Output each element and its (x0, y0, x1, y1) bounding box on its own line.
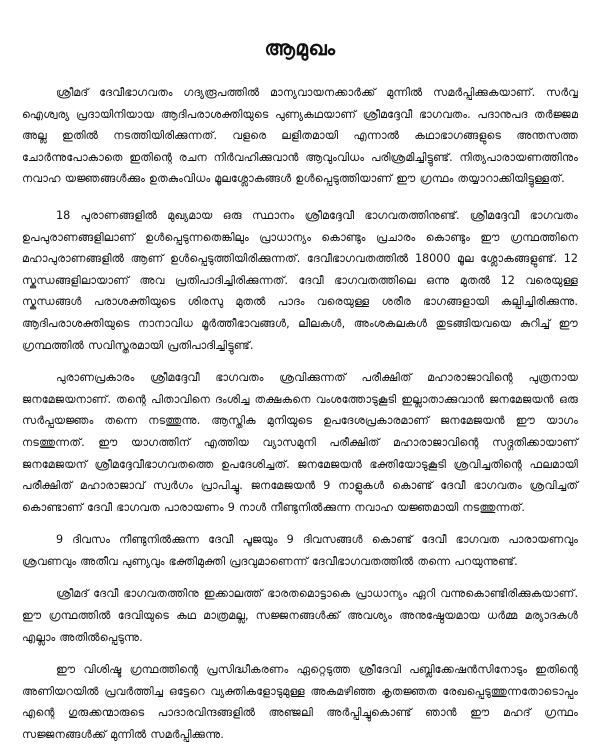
paragraph-acknowledgement: ഈ വിശിഷ്ട ഗ്രന്ഥത്തിന്റെ പ്രസിദ്ധീകരണം ഏറ്റെടുത്ത ശ്രീദേവി പബ്ലിക്കേഷൻസിനോടും ഇതിന്റെ അണിയറയിൽ പ്രവർത്തിച്ച ഒട്ടേറെ വ്യക്തികളോടുമുള്ള അകമഴിഞ്ഞ കൃതജ്ഞത രേഖപ്പെടുത്തുന്നതോടൊപ്പം എന്റെ ഗുരുക്കന്മാരുടെ പാദാരവിന്ദങ്ങളിൽ അഞ്ജലി അർപ്പിച്ചുകൊണ്ട് ഞാൻ ഈ മഹദ് ഗ്രന്ഥം സജ്ജനങ്ങൾക്ക് മുന്നിൽ സമർപ്പിക്കുന്നു. (22, 663, 578, 742)
paragraph-janamejaya: പുരാണപ്രകാരം ശ്രീമദ്ദേവീ ഭാഗവതം ശ്രവിക്കുന്നത് പരീക്ഷിത് മഹാരാജാവിന്റെ പുത്രനായ ജനമേജയനാണ്. തന്റെ പിതാവിനെ ദംശിച്ച തക്ഷകനെ വംശത്തോടുകൂടി ഇല്ലാതാക്കുവാൻ ജനമേജയൻ ഒരു സർപ്പയജ്ഞം തന്നെ നടത്തുന്നു. ആസ്തിക മുനിയുടെ ഉപദേശപ്രകാരമാണ് ജനമേജയൻ ഈ യാഗം നടത്തുന്നത്. ഈ യാഗത്തിന് എത്തിയ വ്യാസമുനി പരീക്ഷിത് മഹാരാജാവിന്റെ സദ്ഗതിക്കായാണ് ജനമേജയന് ശ്രീമദ്ദേവീഭാഗവതത്തെ ഉപദേശിച്ചത്. ജനമേജയൻ ഭക്തിയോടുകൂടി ശ്രവിച്ചതിന്റെ ഫലമായി പരീക്ഷിത് മഹാരാജാവ് സ്വർഗം പ്രാപിച്ചു. ജനമേജയൻ 9 നാളുകൾ കൊണ്ട് ദേവീ ഭാഗവതം ശ്രവിച്ചത് കൊണ്ടാണ് ദേവീ ഭാഗവത പാരായണം 9 നാൾ നീണ്ടുനിൽക്കുന്ന നവാഹ യജ്ഞമായി നടത്തുന്നത്. (22, 371, 578, 514)
page-title: ആമുഖം (264, 36, 336, 60)
paragraph-intro: ശ്രീമദ് ദേവീഭാഗവതം ഗദ്യരൂപത്തിൽ മാന്യവായനക്കാർക്ക് മുന്നിൽ സമർപ്പിക്കുകയാണ്. സർവ്വ ഐശ്വര്യ പ്രദായിനിയായ ആദിപരാശക്തിയുടെ പുണ്യകഥയാണ് ശ്രീമദ്ദേവീ ഭാഗവതം. പദാനുപദ തർജ്ജമ അല്ല ഇതിൽ നടത്തിയിരിക്കുന്നത്. വളരെ ലളിതമായി എന്നാൽ കഥാഭാഗങ്ങളുടെ അന്തസത്ത ചോർന്നുപോകാതെ ഇതിന്റെ രചന നിർവഹിക്കുവാൻ ആവുംവിധം പരിശ്രമിച്ചിട്ടുണ്ട്. നിത്യപാരായണത്തിനും നവാഹ യജ്ഞങ്ങൾക്കും ഉതകുംവിധം മൂലശ്ലോകങ്ങൾ ഉൾപ്പെടുത്തിയാണ് ഈ ഗ്രന്ഥം തയ്യാറാക്കിയിട്ടുള്ളത്. (22, 86, 578, 186)
paragraph-importance: ശ്രീമദ് ദേവീ ഭാഗവതത്തിനു ഇക്കാലത്ത് ഭാരതമൊട്ടാകെ പ്രാധാന്യം ഏറി വന്നുകൊണ്ടിരിക്കുകയാണ്. ഈ ഗ്രന്ഥത്തിൽ ദേവിയുടെ കഥ മാത്രമല്ല, സജ്ജനങ്ങൾക്ക് അവശ്യം അനുഷ്ഠേയമായ ധർമ്മ മര്യാദകൾ എല്ലാം അതിൽപ്പെടുന്നു. (22, 587, 578, 644)
paragraph-puranas: 18 പുരാണങ്ങളിൽ മുഖ്യമായ ഒരു സ്ഥാനം ശ്രീമദ്ദേവീ ഭാഗവതത്തിനുണ്ട്. ശ്രീമദ്ദേവീ ഭാഗവതം ഉപപുരാണങ്ങളിലാണ് ഉൾപ്പെടുന്നതെങ്കിലും പ്രാധാന്യം കൊണ്ടും പ്രചാരം കൊണ്ടും ഈ ഗ്രന്ഥത്തിനെ മഹാപുരാണങ്ങളിൽ ആണ് ഉൾപ്പെടുത്തിയിരിക്കുന്നത്. ദേവീഭാഗവതത്തിൽ 18000 മൂല ശ്ലോകങ്ങളുണ്ട്. 12 സ്കന്ധങ്ങളിലായാണ് അവ പ്രതിപാദിച്ചിരിക്കുന്നത്. ദേവീ ഭാഗവതത്തിലെ ഒന്നു മുതൽ 12 വരെയുള്ള സ്കന്ധങ്ങൾ പരാശക്തിയുടെ ശിരസു മുതൽ പാദം വരെയുള്ള ശരീര ഭാഗങ്ങളായി കല്പിച്ചിരിക്കുന്നു. ആദിപരാശക്തിയുടെ നാനാവിധ മൂർത്തീഭാവങ്ങൾ, ലീലകൾ, അംശകലകൾ തുടങ്ങിയവയെ കുറിച്ച് ഈ ഗ്രന്ഥത്തിൽ സവിസ്തരമായി പ്രതിപാദിച്ചിട്ടുണ്ട്. (22, 208, 578, 352)
paragraph-nine-days: 9 ദിവസം നീണ്ടുനിൽക്കുന്ന ദേവീ പൂജയും 9 ദിവസങ്ങൾ കൊണ്ട് ദേവീ ഭാഗവത പാരായണവും ശ്രവണവും അതീവ പുണ്യവും ഭക്തിമുക്തി പ്രദവുമാണെന്ന് ദേവീഭാഗവതത്തിൽ തന്നെ പറയുന്നുണ്ട്. (22, 533, 578, 568)
